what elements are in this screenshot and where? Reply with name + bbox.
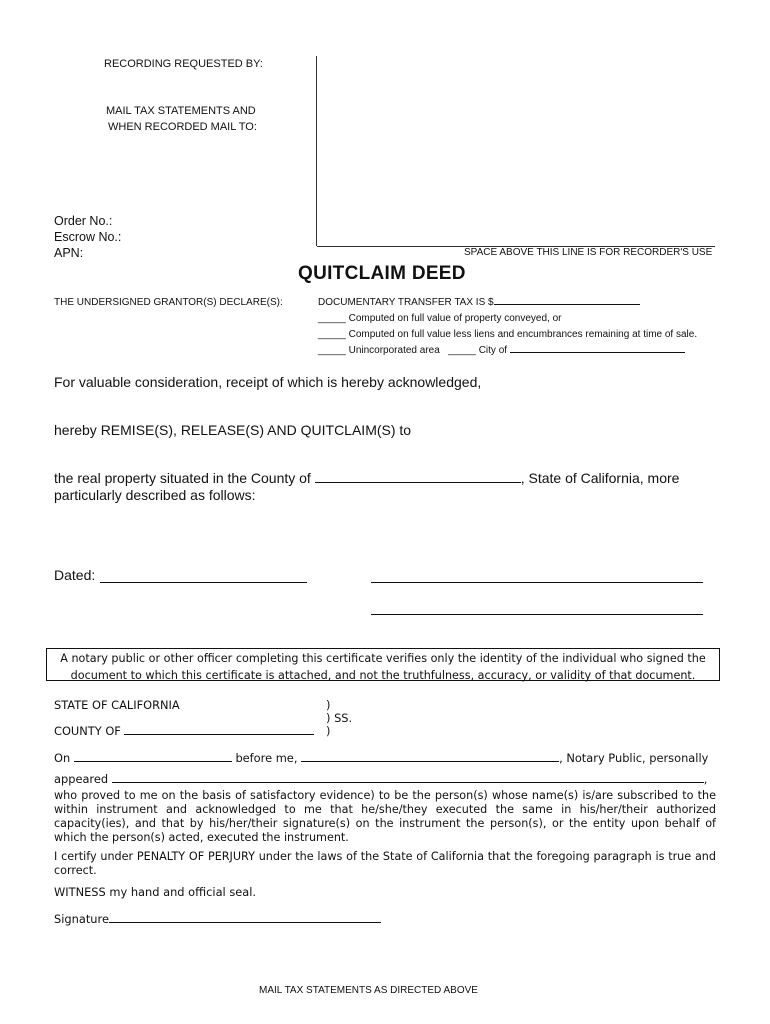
notary-county-field[interactable]	[124, 733, 314, 735]
venue-paren-1: )	[326, 698, 331, 712]
unincorporated-blank[interactable]: _____	[318, 345, 346, 356]
transfer-tax-line	[318, 297, 640, 308]
dated-label: Dated:	[54, 567, 96, 583]
tax-option-less-liens-label: Computed on full value less liens and encumbrances remaining at time of sale.	[348, 329, 698, 340]
property-text-end: , State of California, more	[520, 470, 680, 486]
mail-tax-label-line1: MAIL TAX STATEMENTS AND	[106, 105, 256, 117]
recorder-use-note: SPACE ABOVE THIS LINE IS FOR RECORDER'S USE	[464, 247, 713, 258]
property-county-line	[54, 470, 679, 486]
tax-option-less-liens-blank[interactable]: _____	[318, 329, 346, 340]
transfer-tax-field[interactable]	[494, 303, 640, 305]
witness-text: WITNESS my hand and official seal.	[54, 885, 257, 899]
notary-signature-field[interactable]	[109, 921, 381, 923]
on-date-line	[54, 751, 708, 765]
on-label: On	[54, 751, 71, 765]
consideration-text: For valuable consideration, receipt of which is hereby acknowledged,	[54, 374, 482, 390]
tax-option-full-value-label: Computed on full value of property conveyed, or	[348, 313, 562, 324]
signature-label: Signature	[54, 912, 109, 926]
notary-disclaimer-line1: A notary public or other officer completing this certificate verifies only the identity of the individual who signed the	[60, 652, 706, 665]
appeared-comma: ,	[703, 772, 708, 786]
notary-disclaimer-line2: document to which this certificate is attached, and not the truthfulness, accuracy, or validity of that document.	[70, 669, 696, 682]
notary-date-field[interactable]	[74, 760, 232, 762]
grantor-declares-label: THE UNDERSIGNED GRANTOR(S) DECLARE(S):	[54, 297, 283, 308]
county-field[interactable]	[315, 481, 521, 483]
city-blank[interactable]: _____	[448, 345, 476, 356]
county-of-line	[54, 724, 314, 738]
tax-option-full-value-blank[interactable]: _____	[318, 313, 346, 324]
venue-paren-3: )	[326, 724, 331, 738]
recorder-vertical-divider	[316, 56, 317, 246]
escrow-no-label: Escrow No.:	[54, 230, 122, 244]
footer-note: MAIL TAX STATEMENTS AS DIRECTED ABOVE	[259, 985, 478, 996]
notary-name-field[interactable]	[301, 760, 559, 762]
appeared-label: appeared	[54, 772, 109, 786]
dated-field[interactable]	[100, 582, 307, 583]
state-label: STATE OF CALIFORNIA	[54, 698, 180, 712]
unincorporated-label: Unincorporated area	[348, 345, 440, 356]
tax-option-full-value	[318, 313, 562, 324]
signature-line	[54, 912, 381, 926]
order-no-label: Order No.:	[54, 214, 113, 228]
tax-option-area	[318, 345, 685, 356]
document-title: QUITCLAIM DEED	[298, 263, 466, 284]
appeared-field[interactable]	[112, 781, 704, 783]
remise-text: hereby REMISE(S), RELEASE(S) AND QUITCLAIM(S) to	[54, 422, 412, 438]
transfer-tax-label: DOCUMENTARY TRANSFER TAX IS $	[318, 297, 494, 308]
appeared-line	[54, 772, 707, 786]
notary-public-label: , Notary Public, personally	[559, 751, 709, 765]
property-text-start: the real property situated in the County of	[54, 470, 311, 486]
property-description-text: particularly described as follows:	[54, 487, 256, 503]
proof-paragraph: who proved to me on the basis of satisfactory evidence) to be the person(s) whose name(s) is/are subscribed to the within instrument and acknowledged to me that he/she/they executed the same in his/her/their authorized capacity(ies), and that by his/her/their signature(s) on the instrument the person(s), or the entity upon behalf of which the person(s) acted, executed the instrument.	[54, 789, 716, 844]
apn-label: APN:	[54, 246, 84, 260]
recording-requested-by-label: RECORDING REQUESTED BY:	[104, 58, 263, 70]
county-of-label: COUNTY OF	[54, 724, 121, 738]
grantor-signature-line-1[interactable]	[371, 582, 703, 583]
city-of-label: City of	[478, 345, 508, 356]
before-me-label: before me,	[235, 751, 298, 765]
grantor-signature-line-2[interactable]	[371, 614, 703, 615]
tax-option-less-liens	[318, 329, 697, 340]
certify-paragraph: I certify under PENALTY OF PERJURY under the laws of the State of California that the foregoing paragraph is true and correct.	[54, 850, 716, 877]
notary-disclaimer-box	[46, 648, 720, 681]
city-field[interactable]	[510, 351, 685, 353]
mail-tax-label-line2: WHEN RECORDED MAIL TO:	[108, 121, 257, 133]
ss-label: ) SS.	[326, 711, 353, 725]
